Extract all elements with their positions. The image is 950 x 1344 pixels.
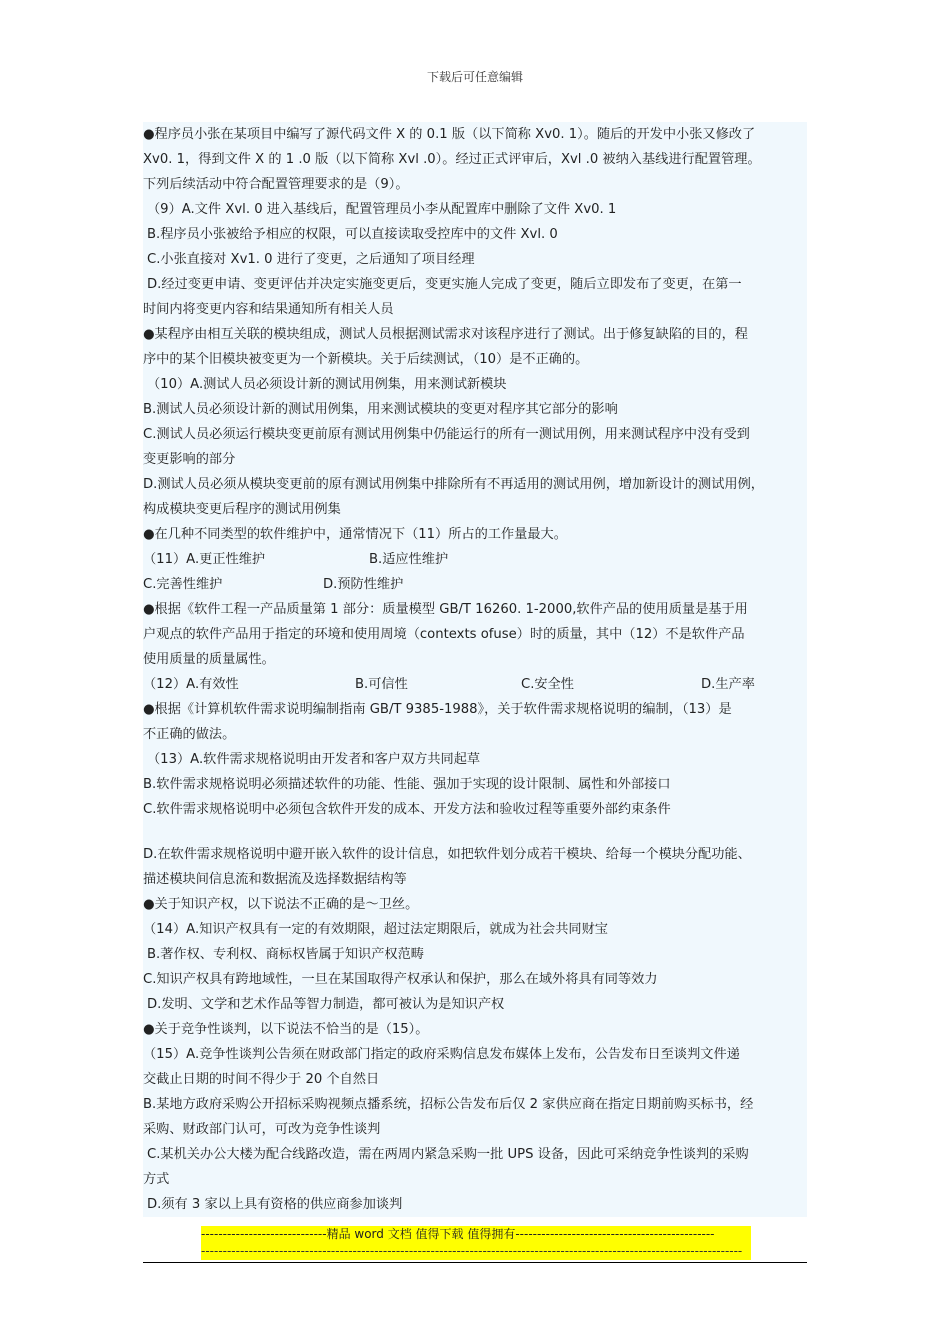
- question-14-option-b: B.著作权、专利权、商标权皆属于知识产权范畴: [147, 947, 424, 962]
- question-10-stem: ●某程序由相互关联的模块组成，测试人员根据测试需求对该程序进行了测试。出于修复缺陷的目的，程: [143, 327, 748, 342]
- question-11-option-c: C.完善性维护: [143, 577, 223, 592]
- question-15-option-a: 交截止日期的时间不得少于 20 个自然日: [143, 1072, 380, 1087]
- question-11-option-b: B.适应性维护: [369, 552, 449, 567]
- question-10-option-a: （10）A.测试人员必须设计新的测试用例集，用来测试新模块: [147, 377, 507, 392]
- question-12-option-a: （12）A.有效性: [143, 677, 239, 692]
- footer-divider: [143, 1262, 807, 1263]
- question-9-option-c: C.小张直接对 Xv1. 0 进行了变更，之后通知了项目经理: [147, 252, 475, 267]
- question-14-option-a: （14）A.知识产权具有一定的有效期限，超过法定期限后，就成为社会共同财宝: [143, 922, 608, 937]
- question-15-option-b: 采购、财政部门认可，可改为竞争性谈判: [143, 1122, 381, 1137]
- question-9-option-d: D.经过变更申请、变更评估并决定实施变更后，变更实施人完成了变更，随后立即发布了变更，在第一: [147, 277, 742, 292]
- footer-banner: [201, 1226, 751, 1260]
- question-9-option-d: 时间内将变更内容和结果通知所有相关人员: [143, 302, 394, 317]
- question-15-option-d: D.须有 3 家以上具有资格的供应商参加谈判: [147, 1197, 403, 1212]
- question-9-option-b: B.程序员小张被给予相应的权限，可以直接读取受控库中的文件 Xvl. 0: [147, 227, 558, 242]
- question-15-option-c: C.某机关办公大楼为配合线路改造，需在两周内紧急采购一批 UPS 设备，因此可采纳竞争性谈判的采购: [147, 1147, 749, 1162]
- question-10-option-c: C.测试人员必须运行模块变更前原有测试用例集中仍能运行的所有一测试用例，用来测试程序中没有受到: [143, 427, 750, 442]
- footer-banner-dashes: -----------------------------------------------------------------------------------------------------------------------------: [201, 1244, 743, 1258]
- question-15-option-c: 方式: [143, 1172, 170, 1187]
- footer-banner-text: -----------------------------精品 word 文档 值得下载 值得拥有----------------------------------------------: [201, 1227, 715, 1241]
- question-9-stem: Xv0. 1，得到文件 X 的 1 .0 版（以下简称 Xvl .0）。经过正式评审后，Xvl .0 被纳入基线进行配置管理。: [143, 152, 761, 167]
- question-12-stem: 使用质量的质量属性。: [143, 652, 275, 667]
- question-11-options-row: [143, 572, 807, 597]
- question-10-option-b: B.测试人员必须设计新的测试用例集，用来测试模块的变更对程序其它部分的影响: [143, 402, 618, 417]
- question-9-option-a: （9）A.文件 Xvl. 0 进入基线后，配置管理员小李从配置库中删除了文件 Xv0. 1: [147, 202, 617, 217]
- question-13-option-a: （13）A.软件需求规格说明由开发者和客户双方共同起草: [147, 752, 481, 767]
- question-10-stem: 序中的某个旧模块被变更为一个新模块。关于后续测试，（10）是不正确的。: [143, 352, 589, 367]
- question-11-option-a: （11）A.更正性维护: [143, 552, 266, 567]
- question-13-option-c: C.软件需求规格说明中必须包含软件开发的成本、开发方法和验收过程等重要外部约束条件: [143, 802, 671, 817]
- question-13-option-d: 描述模块间信息流和数据流及选择数据结构等: [143, 872, 407, 887]
- question-12-stem: 户观点的软件产品用于指定的环境和使用周境（contexts ofuse）时的质量，其中（12）不是软件产品: [143, 627, 745, 642]
- question-12-option-c: C.安全性: [521, 677, 574, 692]
- question-13-stem: 不正确的做法。: [143, 727, 236, 742]
- question-11-stem: ●在几种不同类型的软件维护中，通常情况下（11）所占的工作量最大。: [143, 527, 567, 542]
- question-14-stem: ●关于知识产权，以下说法不正确的是～卫丝。: [143, 897, 419, 912]
- question-10-option-c: 变更影响的部分: [143, 452, 236, 467]
- question-11-options-row: [143, 547, 807, 572]
- question-15-option-b: B.某地方政府采购公开招标采购视频点播系统，招标公告发布后仅 2 家供应商在指定日期前购买标书，经: [143, 1097, 754, 1112]
- question-12-option-d: D.生产率: [701, 677, 755, 692]
- question-12-options-row: [143, 672, 807, 697]
- question-15-option-a: （15）A.竞争性谈判公告须在财政部门指定的政府采购信息发布媒体上发布，公告发布日至谈判文件递: [143, 1047, 740, 1062]
- question-15-stem: ●关于竞争性谈判，以下说法不恰当的是（15）。: [143, 1022, 429, 1037]
- question-9-stem: ●程序员小张在某项目中编写了源代码文件 X 的 0.1 版（以下简称 Xv0. 1）。随后的开发中小张又修改了: [143, 127, 756, 142]
- blank-line: [143, 822, 807, 842]
- question-10-option-d: D.测试人员必须从模块变更前的原有测试用例集中排除所有不再适用的测试用例，增加新设计的测试用例，: [143, 477, 764, 492]
- question-9-stem: 下列后续活动中符合配置管理要求的是（9）。: [143, 177, 409, 192]
- question-13-option-d: D.在软件需求规格说明中避开嵌入软件的设计信息，如把软件划分成若干模块、给每一个模块分配功能、: [143, 847, 751, 862]
- question-10-option-d: 构成模块变更后程序的测试用例集: [143, 502, 341, 517]
- question-13-stem: ●根据《计算机软件需求说明编制指南 GB/T 9385-1988》，关于软件需求规格说明的编制，（13）是: [143, 702, 732, 717]
- question-12-option-b: B.可信性: [355, 677, 408, 692]
- document-body: [143, 122, 807, 1217]
- question-14-option-d: D.发明、文学和艺术作品等智力制造，都可被认为是知识产权: [147, 997, 505, 1012]
- page-header: 下载后可任意编辑: [426, 70, 523, 84]
- question-12-stem: ●根据《软件工程一产品质量第 1 部分：质量模型 GB/T 16260. 1-2000,软件产品的使用质量是基于用: [143, 602, 748, 617]
- question-13-option-b: B.软件需求规格说明必须描述软件的功能、性能、强加于实现的设计限制、属性和外部接口: [143, 777, 671, 792]
- question-14-option-c: C.知识产权具有跨地域性，一旦在某国取得产权承认和保护，那么在域外将具有同等效力: [143, 972, 658, 987]
- question-11-option-d: D.预防性维护: [323, 577, 404, 592]
